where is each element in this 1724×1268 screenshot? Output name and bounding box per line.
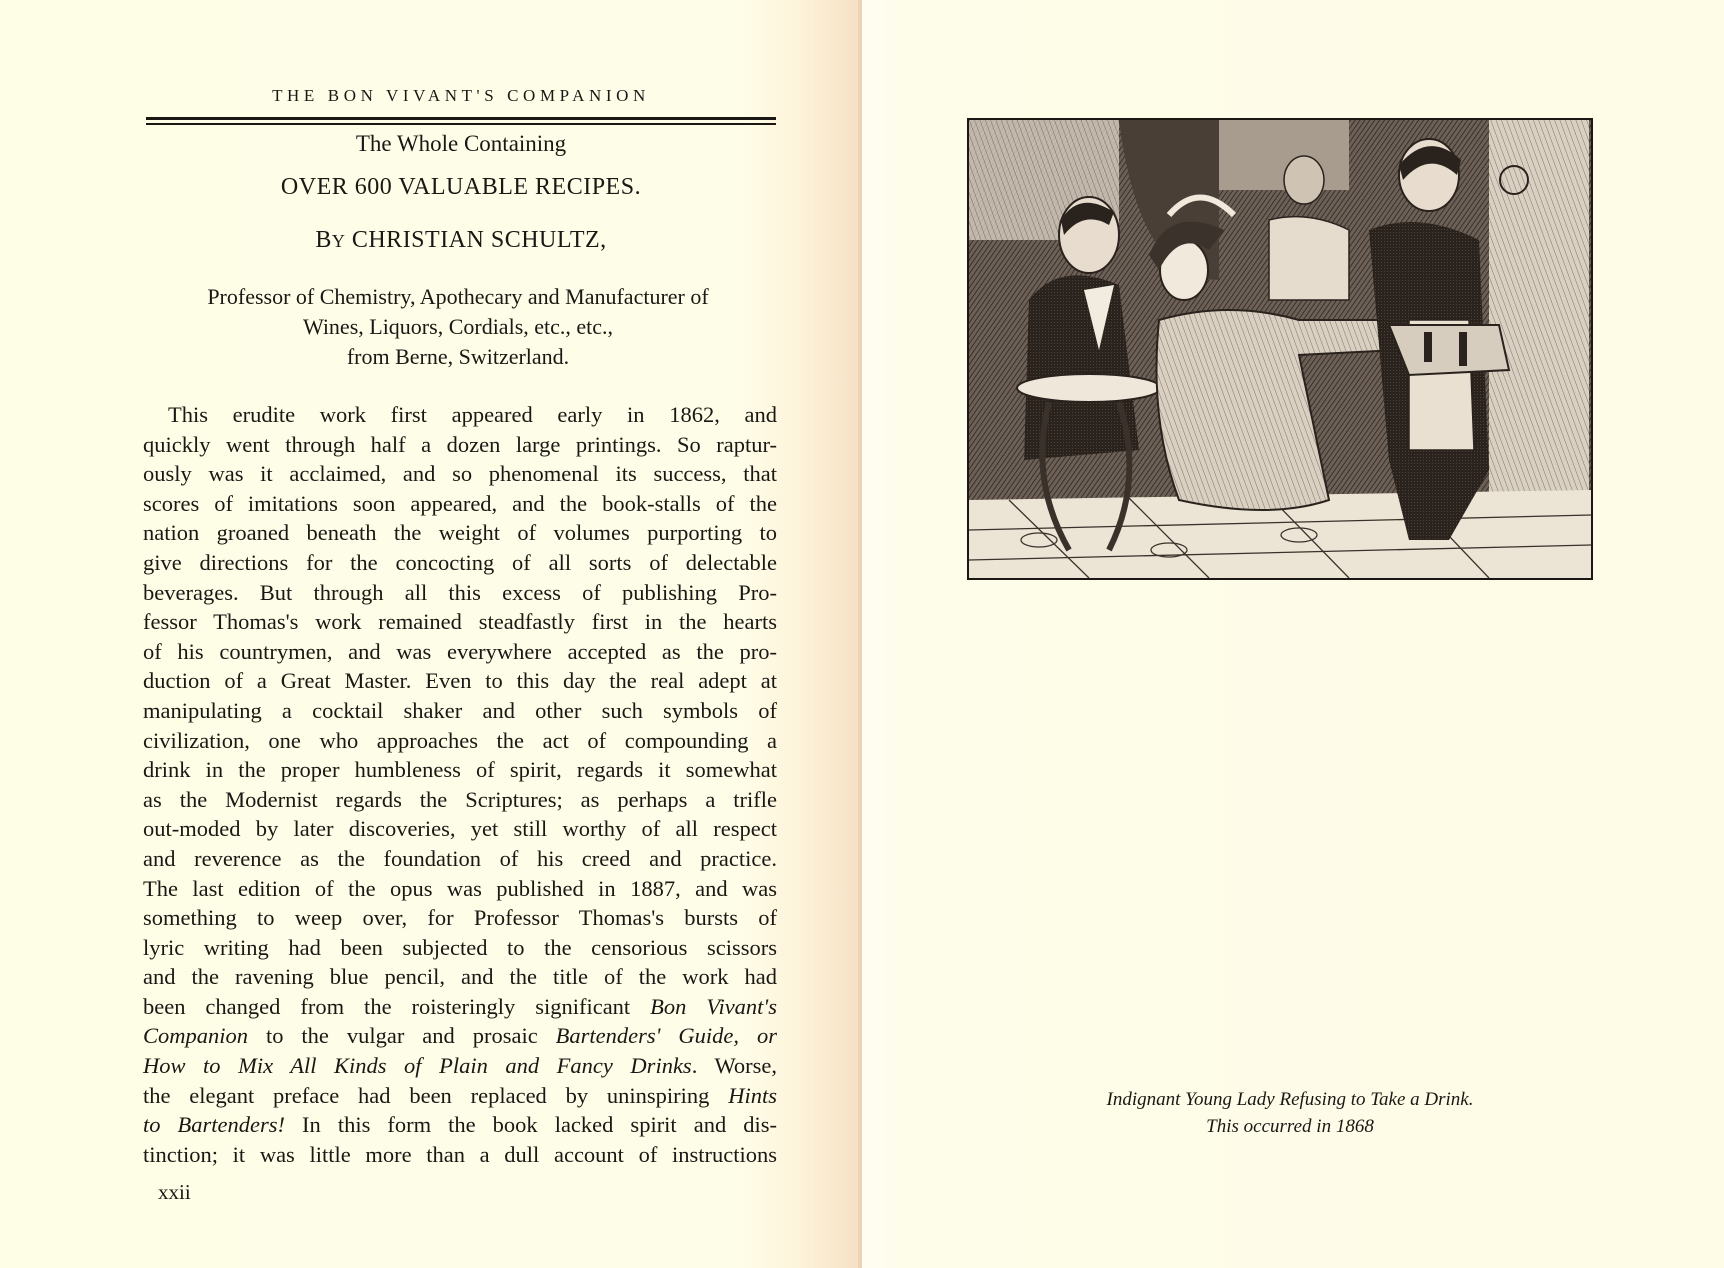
body-line: out-moded by later discoveries, yet still worthy of all respect <box>143 816 777 842</box>
body-text-roman: In this form the book lacked spirit and dis- <box>285 1112 777 1138</box>
body-line: something to weep over, for Professor Thomas's bursts of <box>143 905 777 931</box>
body-line: and reverence as the foundation of his creed and practice. <box>143 845 777 871</box>
affiliation-line: Professor of Chemistry, Apothecary and Manufacturer of <box>207 284 709 309</box>
body-text-roman: . Worse, <box>691 1053 777 1079</box>
body-line <box>143 1081 777 1111</box>
book-title-italic: Hints <box>728 1082 777 1108</box>
body-line: fessor Thomas's work remained steadfastly first in the hearts <box>143 609 777 635</box>
body-paragraph <box>143 400 777 1169</box>
body-line: beverages. But through all this excess of publishing Pro- <box>143 579 777 605</box>
body-line: civilization, one who approaches the act of compounding a <box>143 727 777 753</box>
book-title-italic: Bartenders' Guide, or <box>555 1023 777 1049</box>
author-affiliation <box>140 282 776 372</box>
header-rule-thin <box>146 123 776 125</box>
book-title-italic: How to Mix All Kinds of Plain and Fancy Drinks <box>143 1053 692 1079</box>
author-by-cap: B <box>315 227 332 253</box>
body-line <box>143 1110 777 1140</box>
body-line <box>143 1051 777 1081</box>
figure-caption <box>1030 1086 1550 1140</box>
body-line: scores of imitations soon appeared, and the book-stalls of the <box>143 490 777 516</box>
body-text-roman: the elegant preface had been replaced by uninspiring <box>143 1082 729 1108</box>
running-head: THE BON VIVANT'S COMPANION <box>272 86 650 105</box>
body-line: duction of a Great Master. Even to this day the real adept at <box>143 668 777 694</box>
book-title-italic: to Bartenders! <box>143 1112 286 1138</box>
body-line: ously was it acclaimed, and so phenomenal its success, that <box>143 461 777 487</box>
body-text-roman: been changed from the roisteringly significant <box>143 993 651 1019</box>
body-line: tinction; it was little more than a dull account of instructions <box>143 1141 777 1167</box>
engraving-illustration <box>967 118 1593 580</box>
author-by-smallcap: Y <box>331 231 346 251</box>
affiliation-line: from Berne, Switzerland. <box>346 344 570 369</box>
book-title-italic: Companion <box>143 1023 249 1049</box>
body-line: The last edition of the opus was published in 1887, and was <box>143 875 777 901</box>
body-line <box>143 992 777 1022</box>
body-line: lyric writing had been subjected to the censorious scissors <box>143 934 777 960</box>
body-line: of his countrymen, and was everywhere accepted as the pro- <box>143 638 777 664</box>
caption-line-1: Indignant Young Lady Refusing to Take a Drink. <box>1106 1089 1474 1110</box>
body-line <box>143 1021 777 1051</box>
title-line-2: OVER 600 VALUABLE RECIPES. <box>280 174 642 200</box>
header-rule-thick <box>146 117 776 120</box>
body-line: manipulating a cocktail shaker and other such symbols of <box>143 697 777 723</box>
body-line: as the Modernist regards the Scriptures; as perhaps a trifle <box>143 786 777 812</box>
body-line: nation groaned beneath the weight of volumes purporting to <box>143 520 777 546</box>
book-title-italic: Bon Vivant's <box>650 993 777 1019</box>
body-line: quickly went through half a dozen large printings. So raptur- <box>143 431 777 457</box>
body-line: and the ravening blue pencil, and the title of the work had <box>143 964 777 990</box>
body-line: This erudite work first appeared early in 1862, and <box>168 402 777 427</box>
caption-line-2: This occurred in 1868 <box>1206 1116 1374 1137</box>
body-line: give directions for the concocting of all sorts of delectable <box>143 549 777 575</box>
body-line: drink in the proper humbleness of spirit, regards it somewhat <box>143 757 777 783</box>
affiliation-line: Wines, Liquors, Cordials, etc., etc., <box>302 314 614 339</box>
title-line-1: The Whole Containing <box>355 131 567 156</box>
engraving-drawing <box>969 120 1591 578</box>
author-line <box>146 227 776 254</box>
body-text-roman: to the vulgar and prosaic <box>248 1023 556 1049</box>
page-number: xxii <box>158 1180 191 1204</box>
author-name: CHRISTIAN SCHULTZ, <box>345 227 607 253</box>
